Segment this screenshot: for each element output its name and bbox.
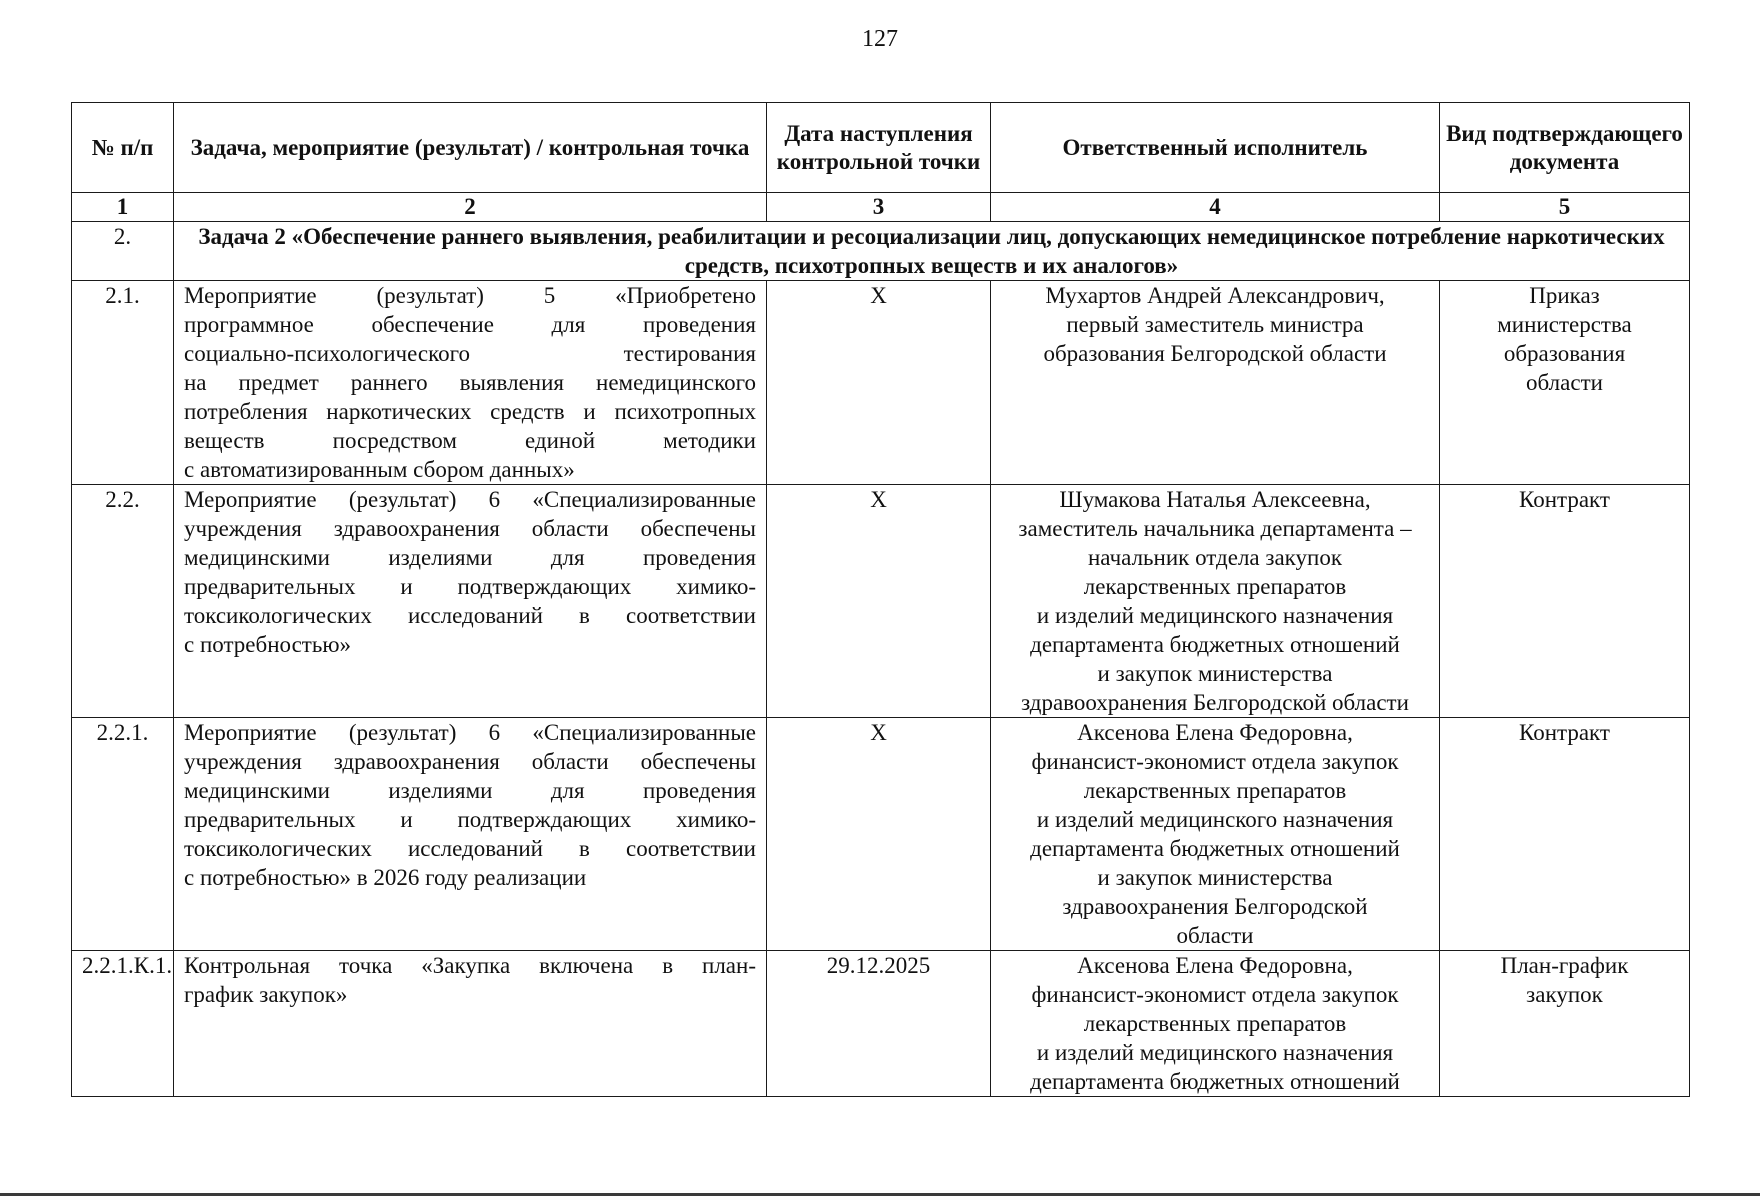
row-number: 2.2.1. [72,718,174,951]
activity-text-line: на предмет раннего выявления немедицинского [184,370,756,395]
document-type-line: План-график [1500,953,1629,978]
responsible-line: финансист-экономист отдела закупок [1031,749,1399,774]
activity-text-line: Мероприятие (результат) 6 «Специализированные [184,720,756,745]
activity-text-line: токсикологических исследований в соответствии [184,836,756,861]
row-document-type [1440,718,1690,951]
responsible-line: департамента бюджетных отношений [1030,836,1400,861]
row-document-type [1440,485,1690,718]
activity-text-line: учреждения здравоохранения области обеспечены [184,516,756,541]
table-row [72,718,1690,951]
responsible-line: здравоохранения Белгородской области [1021,690,1409,715]
task-title: Задача 2 «Обеспечение раннего выявления, реабилитации и ресоциализации лиц, допускающих немедицинское потребление наркотических средств, психотропных веществ и их аналогов» [174,222,1690,281]
responsible-line: области [1176,923,1254,948]
header-number: № п/п [72,103,174,193]
document-type-line: министерства [1497,312,1632,337]
header-date: Дата наступления контрольной точки [767,103,991,193]
row-date: X [767,485,991,718]
row-document-type [1440,951,1690,1097]
column-number: 5 [1440,193,1690,222]
responsible-line: лекарственных препаратов [1083,1011,1347,1036]
activity-text-line: Мероприятие (результат) 5 «Приобретено [184,283,756,308]
activity-text-line: социально-психологического тестирования [184,341,756,366]
responsible-line: заместитель начальника департамента – [1018,516,1412,541]
row-responsible [991,951,1440,1097]
row-document-type [1440,281,1690,485]
column-numbers-row [72,193,1690,222]
column-number: 4 [991,193,1440,222]
activity-text-line: токсикологических исследований в соответствии [184,603,756,628]
responsible-line: здравоохранения Белгородской [1062,894,1368,919]
row-date: 29.12.2025 [767,951,991,1097]
responsible-line: лекарственных препаратов [1083,778,1347,803]
table-row [72,281,1690,485]
responsible-line: и изделий медицинского назначения [1036,603,1394,628]
activity-text-line: медицинскими изделиями для проведения [184,778,756,803]
responsible-line: и закупок министерства [1097,661,1333,686]
row-number: 2.2. [72,485,174,718]
bottom-rule [0,1193,1760,1196]
page-number: 127 [862,26,898,52]
responsible-line: Шумакова Наталья Алексеевна, [1059,487,1371,512]
column-number: 1 [72,193,174,222]
table-row [72,951,1690,1097]
activity-text-line: Мероприятие (результат) 6 «Специализированные [184,487,756,512]
responsible-line: начальник отдела закупок [1088,545,1342,570]
row-activity-text [174,718,767,951]
task-row [72,222,1690,281]
row-activity-text [174,951,767,1097]
control-points-table [71,102,1690,1097]
activity-text-line: медицинскими изделиями для проведения [184,545,756,570]
activity-text-line: потребления наркотических средств и психотропных [184,399,756,424]
responsible-line: лекарственных препаратов [1083,574,1347,599]
header-row [72,103,1690,193]
activity-text-line: Контрольная точка «Закупка включена в план- [184,953,756,978]
responsible-line: Аксенова Елена Федоровна, [1077,720,1353,745]
responsible-line: образования Белгородской области [1043,341,1387,366]
activity-text-line: с потребностью» в 2026 году реализации [184,865,587,890]
row-number: 2.1. [72,281,174,485]
document-type-line: образования [1503,341,1626,366]
row-activity-text [174,485,767,718]
activity-text-line: учреждения здравоохранения области обеспечены [184,749,756,774]
column-number: 3 [767,193,991,222]
row-date: X [767,718,991,951]
responsible-line: финансист-экономист отдела закупок [1031,982,1399,1007]
row-responsible [991,718,1440,951]
activity-text-line: предварительных и подтверждающих химико- [184,574,756,599]
table-row [72,485,1690,718]
document-type-line: Контракт [1519,720,1610,745]
responsible-line: департамента бюджетных отношений [1030,1069,1400,1094]
responsible-line: Аксенова Елена Федоровна, [1077,953,1353,978]
column-number: 2 [174,193,767,222]
header-responsible: Ответственный исполнитель [991,103,1440,193]
responsible-line: и изделий медицинского назначения [1036,1040,1394,1065]
document-type-line: Контракт [1519,487,1610,512]
row-responsible [991,485,1440,718]
document-type-line: Приказ [1529,283,1600,308]
activity-text-line: с автоматизированным сбором данных» [184,457,575,482]
responsible-line: первый заместитель министра [1066,312,1364,337]
task-number: 2. [72,222,174,281]
header-document: Вид подтверждающего документа [1440,103,1690,193]
row-date: X [767,281,991,485]
activity-text-line: веществ посредством единой методики [184,428,756,453]
header-task: Задача, мероприятие (результат) / контрольная точка [174,103,767,193]
responsible-line: и закупок министерства [1097,865,1333,890]
activity-text-line: с потребностью» [184,632,352,657]
row-activity-text [174,281,767,485]
activity-text-line: график закупок» [184,982,348,1007]
document-type-line: закупок [1526,982,1603,1007]
activity-text-line: программное обеспечение для проведения [184,312,756,337]
responsible-line: и изделий медицинского назначения [1036,807,1394,832]
row-responsible [991,281,1440,485]
activity-text-line: предварительных и подтверждающих химико- [184,807,756,832]
document-type-line: области [1526,370,1603,395]
row-number: 2.2.1.К.1. [72,951,174,1097]
responsible-line: Мухартов Андрей Александрович, [1045,283,1385,308]
responsible-line: департамента бюджетных отношений [1030,632,1400,657]
